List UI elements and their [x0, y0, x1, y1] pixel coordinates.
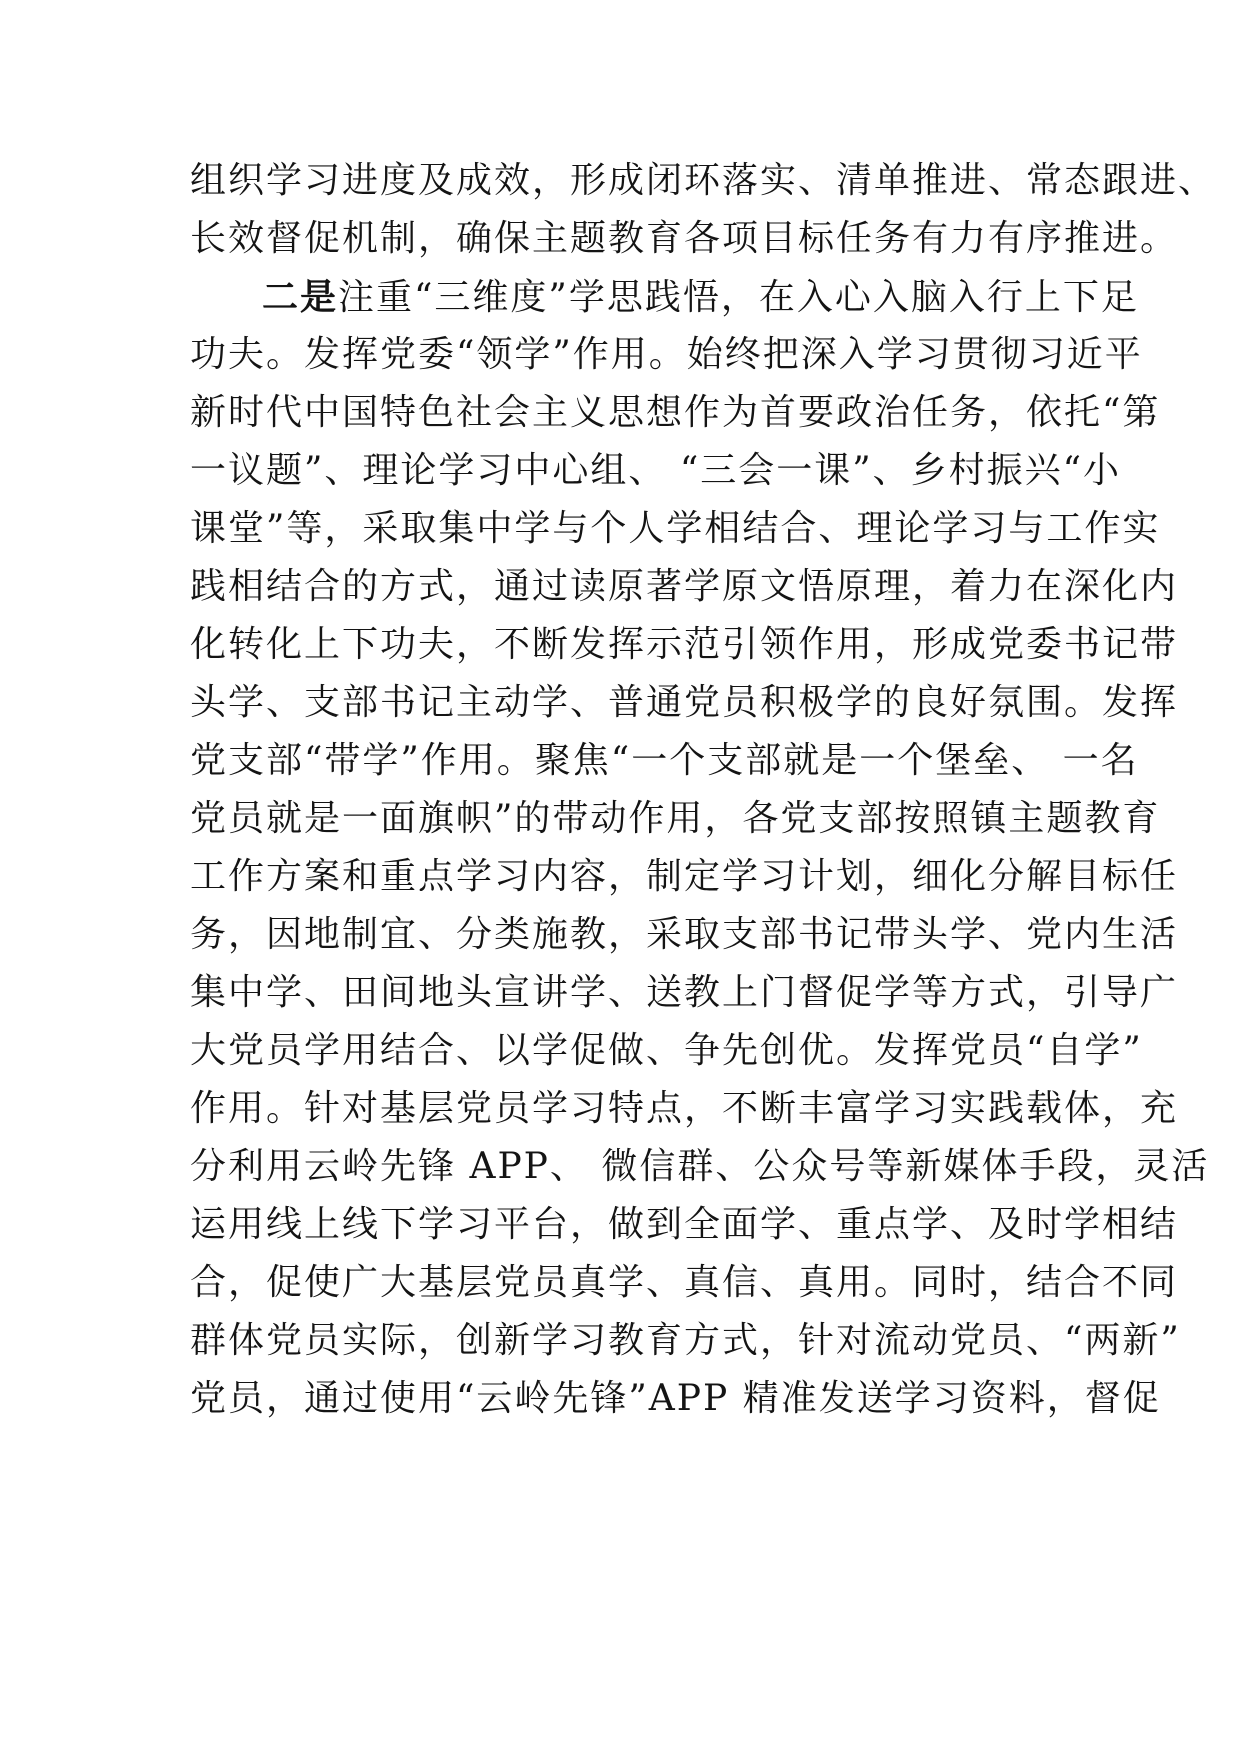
text-line: 务，因地制宜、分类施教，采取支部书记带头学、党内生活	[190, 914, 1179, 955]
text-line: 集中学、田间地头宣讲学、送教上门督促学等方式，引导广	[190, 972, 1179, 1013]
text-line: 运用线上线下学习平台，做到全面学、重点学、及时学相结	[190, 1204, 1179, 1245]
text-line: 功夫。发挥党委“领学”作用。始终把深入学习贯彻习近平	[190, 334, 1143, 375]
text-line: 分利用云岭先锋 APP、 微信群、公众号等新媒体手段，灵活	[190, 1146, 1210, 1187]
first-line-text: 注重“三维度”学思践悟，在入心入脑入行上下足	[338, 277, 1139, 318]
text-line: 大党员学用结合、以学促做、争先创优。发挥党员“自学”	[190, 1030, 1143, 1071]
text-line: 化转化上下功夫，不断发挥示范引领作用，形成党委书记带	[190, 624, 1179, 665]
text-line: 长效督促机制，确保主题教育各项目标任务有力有序推进。	[190, 218, 1179, 259]
text-line: 党员就是一面旗帜”的带动作用，各党支部按照镇主题教育	[190, 798, 1161, 839]
text-line: 党员，通过使用“云岭先锋”APP 精准发送学习资料，督促	[190, 1378, 1161, 1419]
text-line-first	[190, 268, 1139, 326]
text-line: 践相结合的方式，通过读原著学原文悟原理，着力在深化内	[190, 566, 1179, 607]
text-line: 组织学习进度及成效，形成闭环落实、清单推进、常态跟进、	[190, 160, 1217, 201]
text-line: 课堂”等，采取集中学与个人学相结合、理论学习与工作实	[190, 508, 1161, 549]
text-line: 群体党员实际，创新学习教育方式，针对流动党员、“两新”	[190, 1320, 1181, 1361]
text-line: 作用。针对基层党员学习特点，不断丰富学习实践载体，充	[190, 1088, 1179, 1129]
paragraph-lead-bold: 二是	[262, 276, 339, 318]
paragraph-1	[190, 152, 1217, 268]
document-body	[190, 152, 1217, 1428]
text-line: 新时代中国特色社会主义思想作为首要政治任务，依托“第	[190, 392, 1161, 433]
text-line: 合，促使广大基层党员真学、真信、真用。同时，结合不同	[190, 1262, 1179, 1303]
text-line: 头学、支部书记主动学、普通党员积极学的良好氛围。发挥	[190, 682, 1179, 723]
paragraph-2	[190, 268, 1210, 1428]
text-line: 工作方案和重点学习内容，制定学习计划，细化分解目标任	[190, 856, 1179, 897]
text-line: 党支部“带学”作用。聚焦“一个支部就是一个堡垒、 一名	[190, 740, 1139, 781]
text-line: 一议题”、理论学习中心组、 “三会一课”、乡村振兴“小	[190, 450, 1122, 491]
